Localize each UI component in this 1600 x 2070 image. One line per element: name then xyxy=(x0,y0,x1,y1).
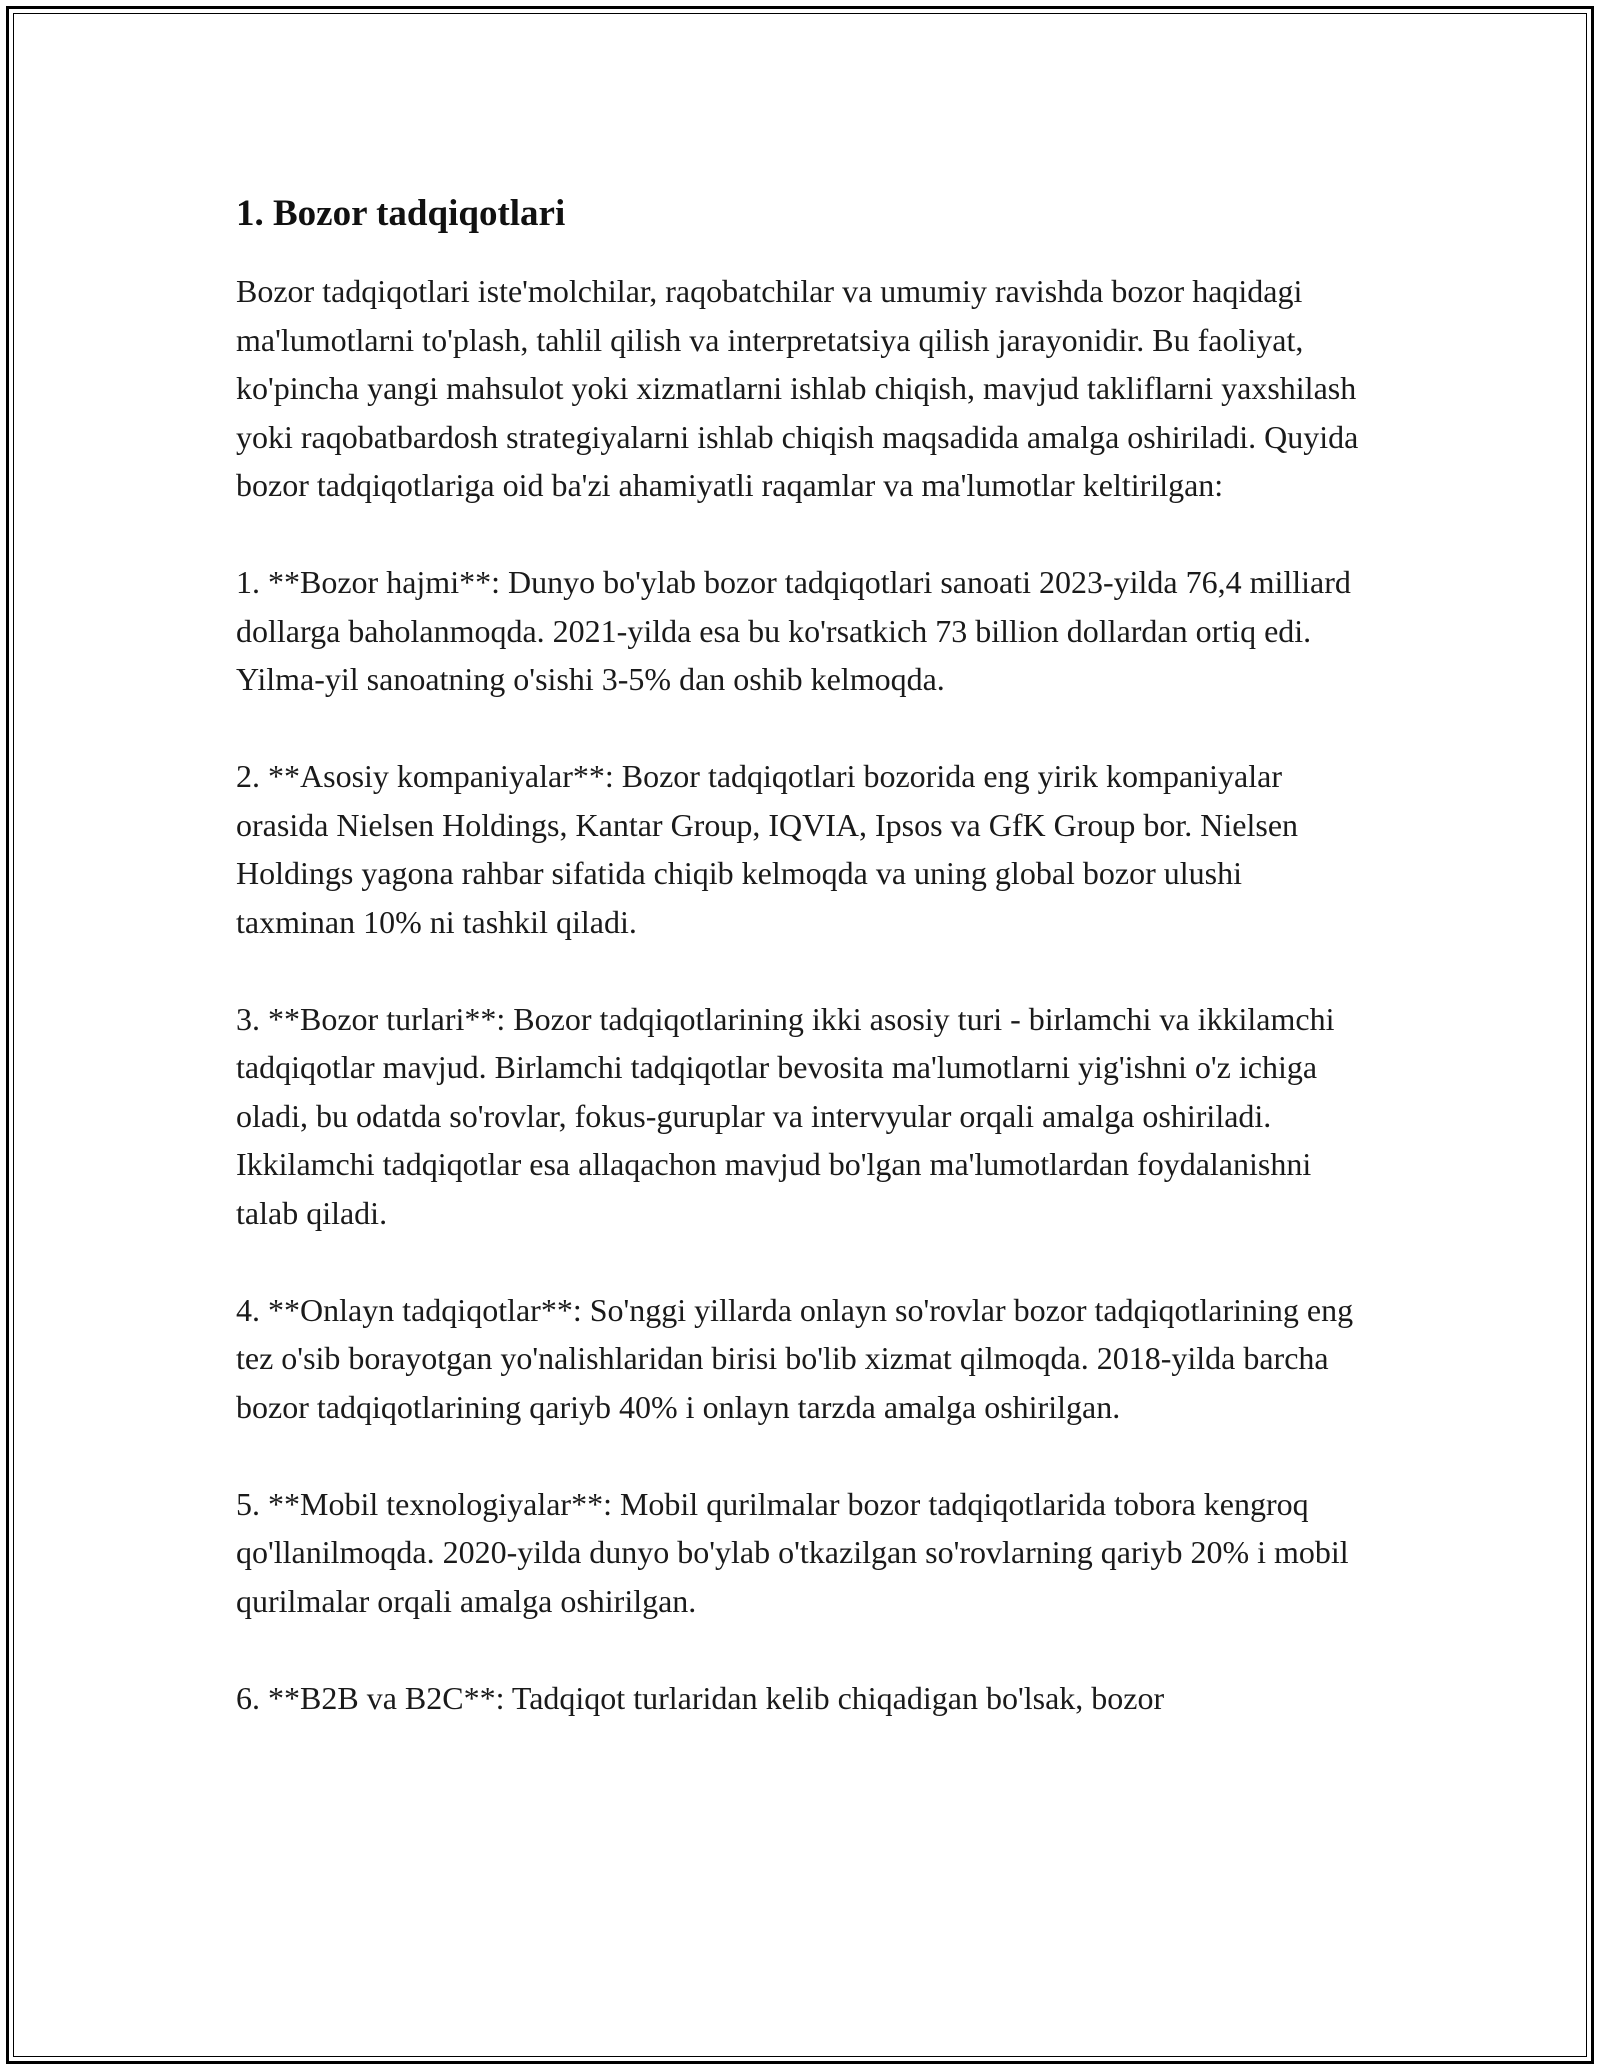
paragraph-online-research: 4. **Onlayn tadqiqotlar**: So'nggi yillarda onlayn so'rovlar bozor tadqiqotlarining eng tez o'sib borayotgan yo'nalishlaridan birisi bo'lib xizmat qilmoqda. 2018-yilda barcha bozor tadqiqotlarining qariyb 40% i onlayn tarzda amalga oshirilgan. xyxy=(236,1291,1354,1425)
paragraph-market-size: 1. **Bozor hajmi**: Dunyo bo'ylab bozor tadqiqotlari sanoati 2023-yilda 76,4 milliard dollarga baholanmoqda. 2021-yilda esa bu ko'rsatkich 73 billion dollardan ortiq edi. Yilma-yil sanoatning o'sishi 3-5% dan oshib kelmoqda. xyxy=(236,564,1351,697)
paragraph-key-companies: 2. **Asosiy kompaniyalar**: Bozor tadqiqotlari bozorida eng yirik kompaniyalar orasida Nielsen Holdings, Kantar Group, IQVIA, Ipsos va GfK Group bor. Nielsen Holdings yagona rahbar sifatida chiqib kelmoqda va uning global bozor ulushi taxminan 10% ni tashkil qiladi. xyxy=(236,758,1299,940)
intro-paragraph: Bozor tadqiqotlari iste'molchilar, raqobatchilar va umumiy ravishda bozor haqidagi ma'lumotlarni to'plash, tahlil qilish va interpretatsiya qilish jarayonidir. Bu faoliyat, ko'pincha yangi mahsulot yoki xizmatlarni ishlab chiqish, mavjud takliflarni yaxshilash yoki raqobatbardosh strategiyalarni ishlab chiqish maqsadida amalga oshiriladi. Quyida bozor tadqiqotlariga oid ba'zi ahamiyatli raqamlar va ma'lumotlar keltirilgan: xyxy=(236,273,1359,503)
paragraph-b2b-b2c: 6. **B2B va B2C**: Tadqiqot turlaridan kelib chiqadigan bo'lsak, bozor xyxy=(236,1679,1165,1716)
document-body xyxy=(236,187,1366,1771)
section-heading: 1. Bozor tadqiqotlari xyxy=(236,193,566,234)
paragraph-mobile-tech: 5. **Mobil texnologiyalar**: Mobil qurilmalar bozor tadqiqotlarida tobora kengroq qo'llanilmoqda. 2020-yilda dunyo bo'ylab o'tkazilgan so'rovlarning qariyb 20% i mobil qurilmalar orqali amalga oshirilgan. xyxy=(236,1485,1349,1619)
paragraph-market-types: 3. **Bozor turlari**: Bozor tadqiqotlarining ikki asosiy turi - birlamchi va ikkilamchi tadqiqotlar mavjud. Birlamchi tadqiqotlar bevosita ma'lumotlarni yig'ishni o'z ichiga oladi, bu odatda so'rovlar, fokus-guruplar va intervyular orqali amalga oshiriladi. Ikkilamchi tadqiqotlar esa allaqachon mavjud bo'lgan ma'lumotlardan foydalanishni talab qiladi. xyxy=(236,1000,1335,1231)
